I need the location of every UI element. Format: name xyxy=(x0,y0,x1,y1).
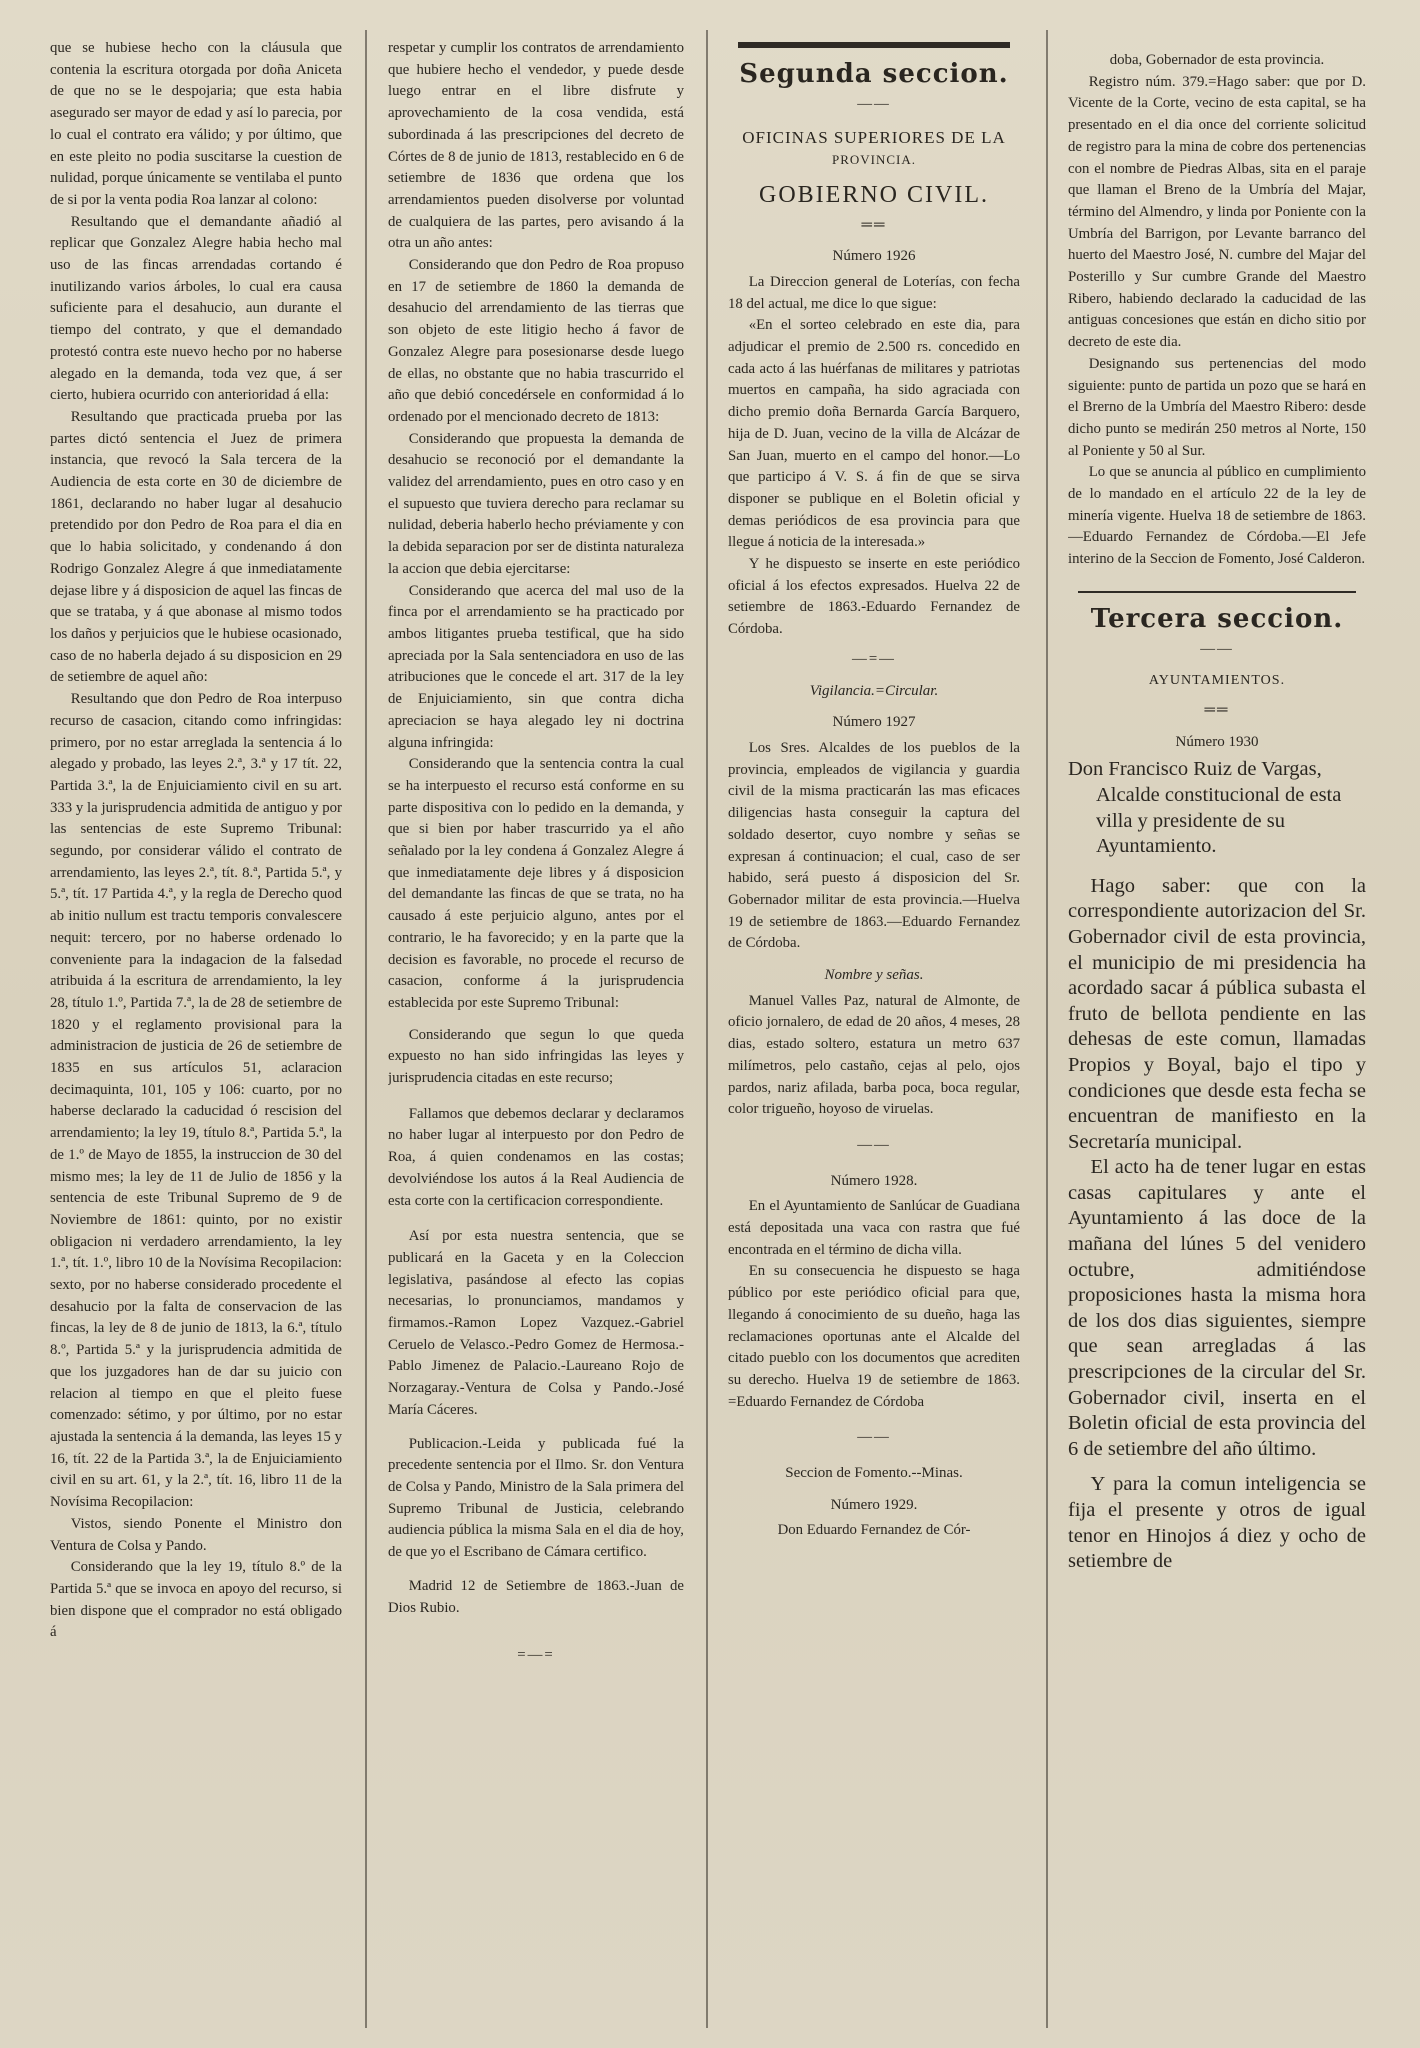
section-rule xyxy=(1078,591,1356,593)
paragraph: El acto ha de tener lugar en estas casas capitulares y ante el Ayuntamiento á las doce de la mañana del lúnes 5 del venidero octubre, admitiéndose proposiciones hasta la misma hora de los dos dias siguientes, siempre que sean arregladas á las prescripciones de la circular del Sr. Gobernador civil, inserta en el Boletin oficial de esta provincia del 6 de setiembre del año último. xyxy=(1068,1156,1366,1460)
notice-number: Número 1926 xyxy=(832,248,916,265)
paragraph: Los Sres. Alcaldes de los pueblos de la provincia, empleados de vigilancia y guardia civil de la misma practicarán las mas eficaces diligencias hasta conseguir la captura del soldado desertor, cuyo nombre y señas se expresan á continuacion; el cual, caso de ser habido, será puesto á disposicion del Sr. Gobernador militar de esta provincia.—Huelva 19 de setiembre de 1863.—Eduardo Fernandez de Córdoba. xyxy=(728,739,1020,952)
paragraph: Considerando que propuesta la demanda de desahucio se reconoció por el demandante la validez del arrendamiento, pues en otro caso y en el supuesto que tuviera derecho para reclamar su nulidad, deberia haberlo hecho préviamente y con la debida separacion por ser de distinta naturaleza la accion que debia ejercitarse: xyxy=(388,430,684,577)
subsection-heading: Nombre y señas. xyxy=(824,967,924,984)
divider: ══ xyxy=(861,216,887,233)
paragraph: Lo que se anuncia al público en cumplimiento de lo mandado en el artículo 22 de la ley de minería vigente. Huelva 18 de setiembre de 1863.—Eduardo Fernandez de Córdoba.—El Jefe interino de la Seccion de Fomento, José Calderon. xyxy=(1068,464,1366,568)
paragraph: La Direccion general de Loterías, con fecha 18 del actual, me dice lo que sigue: xyxy=(728,273,1020,312)
column-4 xyxy=(1068,50,1366,2048)
column-rule xyxy=(706,30,708,2028)
end-mark: =—= xyxy=(517,1647,555,1664)
paragraph: Considerando que la sentencia contra la cual se ha interpuesto el recurso está conforme en su parte dispositiva con lo pedido en la demanda, y que si bien por haber trascurrido ya el año señalado por la ley condena á Gonzalez Alegre á que inmediatamente deje libres y á disposicion del demandante las fincas de que se trata, no ha causado á este perjuicio alguno, antes por el contrario, le ha favorecido; y en la parte que la decision es favorable, no procede el recurso de casacion, conforme á la jurisprudencia establecida por este Supremo Tribunal: xyxy=(388,756,684,1011)
paragraph: Considerando que la ley 19, título 8.º de la Partida 5.ª que se invoca en apoyo del recurso, si bien dispone que el comprador no está obligado á xyxy=(50,1559,342,1641)
paragraph: Hago saber: que con la correspondiente autorizacion del Sr. Gobernador civil de esta provincia, el municipio de mi presidencia ha acordado sacar á pública subasta el fruto de bellota pendiente en las dehesas de este comun, llamadas Propios y Boyal, bajo el tipo y condiciones que desde esta fecha se encuentran de manifiesto en la Secretaría municipal. xyxy=(1068,874,1366,1153)
column-rule xyxy=(365,30,367,2028)
paragraph: Designando sus pertenencias del modo siguiente: punto de partida un pozo que se hará en el Brerno de la Umbría del Maestro Ribero: desde dicho punto se medirán 250 metros al Norte, 150 al Poniente y 50 al Sur. xyxy=(1068,355,1366,459)
paragraph: En su consecuencia he dispuesto se haga público por este periódico oficial para que, llegando á conocimiento de su dueño, haga las reclamaciones oportunas ante el Alcalde del citado pueblo con los documentos que acrediten su derecho. Huelva 19 de setiembre de 1863. =Eduardo Fernandez de Córdoba xyxy=(728,1263,1020,1410)
ruling-paragraph: Fallamos que debemos declarar y declaramos no haber lugar al interpuesto por don Pedro de Roa, á quien condenamos en las costas; devolviéndose los autos á la Real Audiencia de esta corte con la certificacion correspondiente. xyxy=(388,1105,684,1209)
divider: —— xyxy=(1200,640,1234,657)
signature-line: Madrid 12 de Setiembre de 1863.-Juan de Dios Rubio. xyxy=(388,1577,684,1616)
divider: ══ xyxy=(1204,701,1230,718)
section-title: Tercera seccion. xyxy=(1090,603,1344,634)
paragraph: Considerando que segun lo que queda expuesto no han sido infringidas las leyes y jurisprudencia citadas en este recurso; xyxy=(388,1026,684,1087)
divider: —— xyxy=(857,1136,891,1153)
alcalde-heading: Don Francisco Ruiz de Vargas, Alcalde constitucional de esta villa y presidente de su Ayuntamiento. xyxy=(1068,758,1342,858)
paragraph: Registro núm. 379.=Hago saber: que por D. Vicente de la Corte, vecino de esta capital, se ha presentado en el dia once del corriente solicitud de registro para la mina de cobre dos pertenencias con el nombre de Piedras Albas, sita en el paraje que llaman el Breno de la Umbría del Majar, término del Almendro, y linda por Poniente con la Umbría del Barrigon, por Levante barranco del huerto del Maestro José, N. cumbre del Majar del Posterillo y Sur cumbre Grande del Maestro Ribero, habiendo declarado la caducidad de las antiguas concesiones que están en dicho sitio por decreto de este dia. xyxy=(1068,73,1366,351)
column-1 xyxy=(50,38,342,2048)
paragraph: Y para la comun inteligencia se fija el presente y otros de igual tenor en Hinojos á diez y ocho de setiembre de xyxy=(1068,1473,1366,1573)
section-title: Segunda seccion. xyxy=(739,59,1009,89)
notice-number: Número 1927 xyxy=(832,714,916,731)
notice-number: Número 1929. xyxy=(830,1496,918,1513)
divider: —— xyxy=(857,95,891,112)
notice-number: Número 1930 xyxy=(1175,733,1259,750)
divider: —=— xyxy=(852,650,896,667)
column-3 xyxy=(728,42,1020,2048)
paragraph: Don Eduardo Fernandez de Cór- xyxy=(777,1522,971,1539)
subsection-heading: Seccion de Fomento.--Minas. xyxy=(785,1465,963,1482)
subsection-heading: AYUNTAMIENTOS. xyxy=(1148,673,1286,689)
section-rule xyxy=(738,42,1010,48)
paragraph: Considerando que acerca del mal uso de la finca por el arrendamiento se ha practicado por ambos litigantes prueba testifical, que ha sido apreciada por la Sala sentenciadora en uso de las atribuciones que le concede el art. 317 de la ley de Enjuiciamiento, sin que contra dicha apreciacion se haya alegado ley ni doctrina alguna infringida: xyxy=(388,582,684,751)
paragraph: respetar y cumplir los contratos de arrendamiento que hubiere hecho el vendedor, y puede desde luego entrar en el libre disfrute y aprovechamiento de la cosa vendida, está subordinada á las prescripciones del decreto de Córtes de 8 de junio de 1813, restablecido en 6 de setiembre de 1836 que ordena que los arrendamientos pueden disolverse por voluntad de cualquiera de las partes, pero avisando á la otra un año antes: xyxy=(388,40,684,252)
notice-body xyxy=(1068,874,1366,1575)
paragraph: doba, Gobernador de esta provincia. xyxy=(1109,52,1325,68)
paragraph: Manuel Valles Paz, natural de Almonte, de oficio jornalero, de edad de 20 años, 4 meses, 28 dias, estado soltero, estatura un metro 637 milímetros, pelo castaño, cejas al pelo, ojos pardos, nariz afilada, barba poca, boca regular, color trigueño, hoyoso de viruelas. xyxy=(728,992,1020,1118)
paragraph: Vistos, siendo Ponente el Ministro don Ventura de Colsa y Pando. xyxy=(50,1515,342,1554)
gobierno-heading: GOBIERNO CIVIL. xyxy=(759,181,989,208)
paragraph: Resultando que don Pedro de Roa interpuso recurso de casacion, citando como infringidas: primero, por no estar arreglada la sentencia á lo alegado y probado, las leyes 2.ª, 3.ª y 17 tít. 22, Partida 3.ª, la de Enjuiciamiento civil en su art. 333 y la jurisprudencia admitida de antiguo y por las sentencias de este Supremo Tribunal: segundo, por considerar válido el contrato de arrendamiento, las leyes 2.ª, tít. 8.ª, Partida 5.ª, y 5.ª, tít. 17 Partida 4.ª, y la regla de Derecho quod ab initio nullum est tractu temporis convalescere nequit: tercero, por no haberse ordenado lo conveniente para la indagacion de la falsedad atribuida á la escritura de arrendamiento, la ley 28, título 1.º, Partida 7.ª, la de 28 de setiembre de 1820 y el reglamento provisional para la administracion de justicia de 26 de setiembre de 1835 en sus artículos 51, aclaracion decimaquinta, 101, 105 y 106: cuarto, por no haberse declarado la caducidad ó rescision del arrendamiento; la ley 19, título 8.ª, Partida 5.ª, la de 1.º de Mayo de 1855, la instruccion de 30 del mismo mes; la ley de 11 de Julio de 1856 y la sentencia de este Tribunal Supremo de 9 de Noviembre de 1861: quinto, por no existir obligacion ni verdadero arrendamiento, la ley 1.ª, tít. 1.º, libro 10 de la Novísima Recopilacion: sexto, por no haberse considerado procedente el desahucio por la falta de conservacion de las fincas, la ley de 8 de junio de 1813, la 6.ª, título 8.º, Partida 5.ª y la jurisprudencia admitida de que los juzgadores han de dar su juicio con relacion al tiempo en que el pleito fuese comenzado: sétimo, y por último, por no estar ajustada la sentencia á la demanda, las leyes 15 y 16, tít. 22 de la Partida 3.ª, la de Enjuiciamiento civil en su art. 61, y la 2.ª, tít. 16, libro 11 de la Novísima Recopilacion: xyxy=(50,691,342,1511)
office-heading: OFICINAS SUPERIORES DE LA xyxy=(742,128,1006,148)
subsection-heading: Vigilancia.=Circular. xyxy=(809,682,939,699)
paragraph: Considerando que don Pedro de Roa propuso en 17 de setiembre de 1860 la demanda de desahucio del arrendamiento de las tierras que son objeto de este litigio hecho á favor de Gonzalez Alegre para posesionarse desde luego de ellas, no obstante que no habia trascurrido el año que debió concedérsele en conformidad á lo ordenado por el mencionado decreto de 1813: xyxy=(388,257,684,425)
column-2 xyxy=(388,38,684,2048)
paragraph: En el Ayuntamiento de Sanlúcar de Guadiana está depositada una vaca con rastra que fué encontrada en el término de dicha villa. xyxy=(728,1198,1020,1258)
divider: —— xyxy=(857,1429,891,1446)
paragraph: Resultando que el demandante añadió al replicar que Gonzalez Alegre habia hecho mal uso de las fincas arrendadas cortando é inutilizando varios árboles, lo cual era causa suficiente para el desahucio, aun durante el tiempo del contrato, y que el demandado protestó contra este nuevo hecho por no haberse alegado en la demanda, toda vez que, á ser cierto, hubiera ocurrido con anterioridad á ella: xyxy=(50,213,342,404)
paragraph: Resultando que practicada prueba por las partes dictó sentencia el Juez de primera instancia, que revocó la Sala tercera de la Audiencia de esta corte en 30 de diciembre de 1861, declarando no haber lugar al desahucio pretendido por don Pedro de Roa para el dia en que lo habia solicitado, y condenando á don Rodrigo Gonzalez Alegre á que inmediatamente dejase libre y á disposicion de aquel las fincas de que se trataba, y á que abonase al mismo todos los daños y perjuicios que le hubiese ocasionado, caso de no haberla dejado á su disposicion en 29 de setiembre de aquel año: xyxy=(50,408,342,686)
column-rule xyxy=(1046,30,1048,2028)
publication-paragraph: Publicacion.-Leida y publicada fué la precedente sentencia por el Ilmo. Sr. don Ventura de Colsa y Pando, Ministro de la Sala primera del Supremo Tribunal de Justicia, celebrando audiencia pública la misma Sala en el dia de hoy, de que yo el Escribano de Cámara certifico. xyxy=(388,1435,684,1561)
paragraph: «En el sorteo celebrado en este dia, para adjudicar el premio de 2.500 rs. concedido en cada acto á las huérfanas de militares y patriotas muertos en campaña, ha sido agraciada con dicho premio doña Bernarda García Barquero, hija de D. Juan, vecino de la villa de Alcázar de San Juan, muerto en el campo del honor.—Lo que participo á V. S. á fin de que se sirva disponer se publique en el Boletin oficial y demas periódicos de esa provincia para que llegue á noticia de la interesada.» xyxy=(728,317,1020,551)
notice-number: Número 1928. xyxy=(830,1172,918,1189)
paragraph: Y he dispuesto se inserte en este periódico oficial á los efectos expresados. Huelva 22 de setiembre de 1863.-Eduardo Fernandez de Córdoba. xyxy=(728,556,1020,638)
office-subheading: PROVINCIA. xyxy=(831,152,917,168)
paragraph: que se hubiese hecho con la cláusula que contenia la escritura otorgada por doña Aniceta de que no se le despojaria; que esta habia asegurado ser mayor de edad y así lo parecia, por lo cual el contrato era válido; y por último, que en este pleito no podia suscitarse la cuestion de nulidad, porque únicamente se ventilaba el punto de si por la venta podia Roa lanzar al colono: xyxy=(50,40,342,208)
paragraph: Así por esta nuestra sentencia, que se publicará en la Gaceta y en la Coleccion legislativa, pasándose al efecto las copias necesarias, lo pronunciamos, mandamos y firmamos.-Ramon Lopez Vazquez.-Gabriel Ceruelo de Velasco.-Pedro Gomez de Hermosa.-Pablo Jimenez de Palacio.-Laureano Rojo de Norzagaray.-Ventura de Colsa y Pando.-José María Cáceres. xyxy=(388,1228,684,1418)
